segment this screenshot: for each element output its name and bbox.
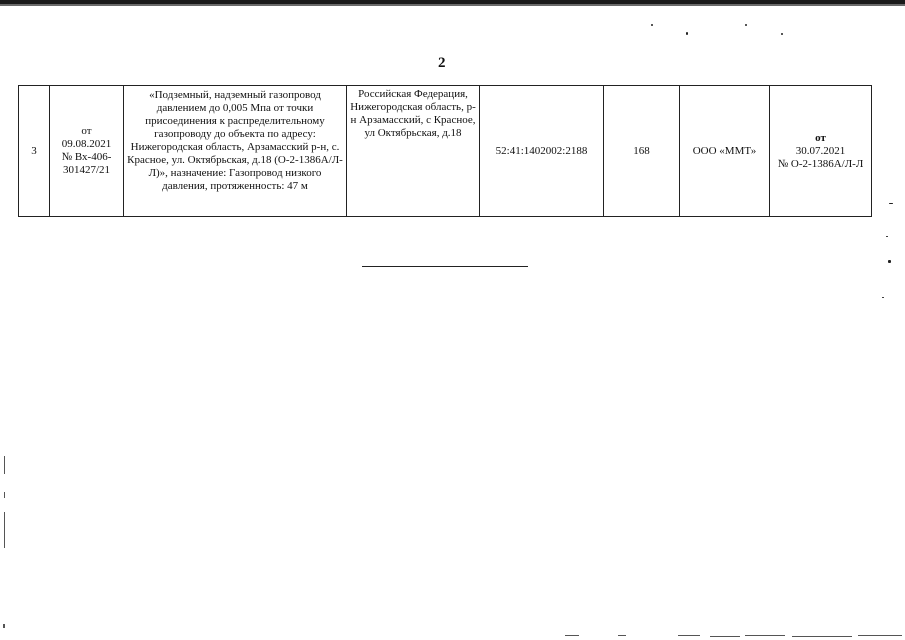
page-number: 2 [438, 55, 446, 71]
signature-line [362, 266, 528, 267]
area-cell [604, 86, 680, 217]
organization-cell [680, 86, 770, 217]
incoming-ref-number: № Вх-406-301427/21 [61, 151, 112, 176]
location: Российская Федерация, Нижегородская область, р-н Арзамасский, с Красное, ул Октябрьская, д.18 [350, 88, 476, 139]
decision-ref-date: 30.07.2021 [795, 144, 846, 157]
scan-speck [886, 236, 888, 237]
scan-speck [888, 260, 891, 263]
scan-speck [781, 33, 783, 35]
area: 168 [633, 144, 650, 157]
scan-bottom-mark [565, 635, 579, 636]
cadastral-number-cell [480, 86, 604, 217]
incoming-ref-from: от [81, 125, 92, 137]
object-description-cell [124, 86, 347, 217]
scan-top-shadow [0, 4, 905, 6]
scan-edge-mark [4, 492, 5, 498]
scan-bottom-mark [792, 636, 852, 637]
scan-edge-mark [4, 456, 5, 474]
scan-bottom-mark [618, 635, 626, 636]
table-row [19, 86, 872, 217]
decision-ref-number: № О-2-1386А/Л-Л [777, 157, 864, 170]
scan-speck [882, 297, 884, 298]
decision-ref-from: от [815, 131, 826, 144]
scan-edge-mark [3, 624, 5, 628]
scan-speck [889, 203, 893, 204]
scan-bottom-mark [678, 635, 700, 636]
cadastral-number: 52:41:1402002:2188 [495, 144, 588, 157]
scan-bottom-mark [858, 635, 902, 636]
register-table [18, 85, 872, 217]
incoming-ref-cell [50, 86, 124, 217]
incoming-ref-date: 09.08.2021 [61, 138, 112, 150]
scan-speck [745, 24, 747, 26]
decision-ref-cell [770, 86, 872, 217]
scan-speck [686, 32, 688, 35]
location-cell [347, 86, 480, 217]
scan-bottom-mark [710, 636, 740, 637]
scan-bottom-mark [745, 635, 785, 636]
scan-edge-mark [4, 512, 5, 548]
object-description: «Подземный, надземный газопровод давлением до 0,005 Мпа от точки присоединения к распределительному газопроводу до объекта по адресу: Нижегородская область, Арзамасский р-н, с. Красное, ул. Октябрьская, д.18 (О-2-1386А/Л-Л)», назначение: Газопровод низкого давления, протяженность: 47 м [127, 89, 343, 192]
organization: ООО «ММТ» [692, 144, 757, 157]
row-number-cell [19, 86, 50, 217]
row-number: 3 [31, 144, 37, 157]
scan-speck [651, 24, 653, 26]
